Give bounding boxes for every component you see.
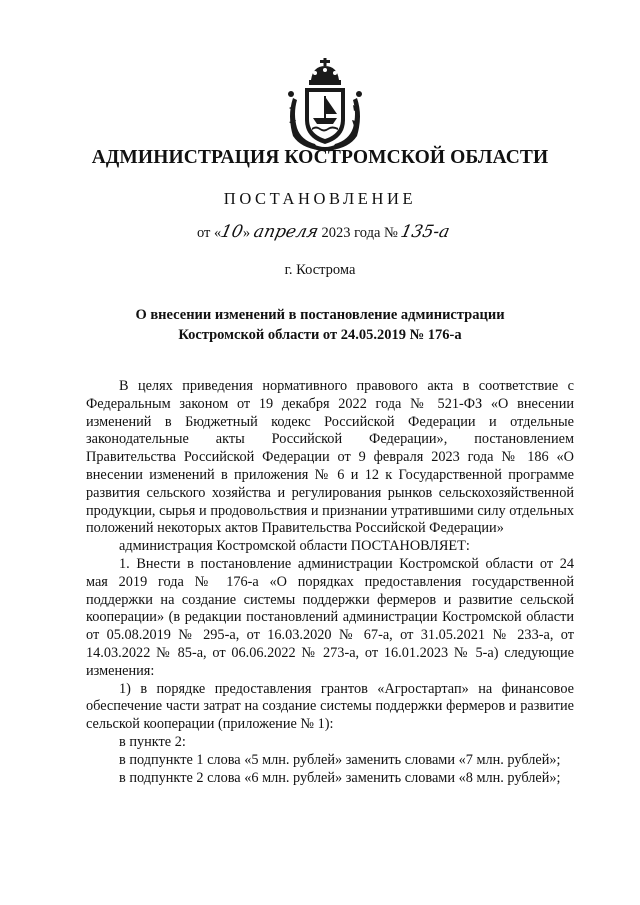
subject-line-2: Костромской области от 24.05.2019 № 176-а xyxy=(178,326,462,343)
document-body xyxy=(86,378,574,787)
coat-of-arms-icon xyxy=(285,58,365,152)
subject-line-1: О внесении изменений в постановление администрации xyxy=(135,307,505,323)
organization-title: АДМИНИСТРАЦИЯ КОСТРОМСКОЙ ОБЛАСТИ xyxy=(91,147,549,168)
city: г. Кострома xyxy=(284,262,356,278)
date-month-handwritten: апреля xyxy=(251,222,321,242)
paragraph-resolves: администрация Костромской области ПОСТАНОВЛЯЕТ: xyxy=(119,538,470,555)
paragraph-preamble: В целях приведения нормативного правового акта в соответствие с Федеральным законом от 19 декабря 2022 года № 521-ФЗ «О внесении изменений в Бюджетный кодекс Российской Федерации и отдельные законодательные акты Российской Федерации», постановлением Правительства Российской Федерации от 9 февраля 2023 года № 186 «О внесении изменений в приложения № 6 и 12 к Государственной программе развития сельского хозяйства и регулирования рынков сельскохозяйственной продукции, сырья и продовольствия и признании утратившими силу отдельных положений некоторых актов Правительства Российской Федерации» xyxy=(86,378,574,537)
paragraph-subitem-1: 1) в порядке предоставления грантов «Агростартап» на финансовое обеспечение части затрат на создание системы поддержки фермеров и развитие сельской кооперации (приложение № 1): xyxy=(86,680,574,733)
date-number-line xyxy=(197,222,450,242)
date-year: 2023 года № xyxy=(321,225,398,241)
date-prefix: от « xyxy=(197,225,222,241)
document-number-handwritten: 135-а xyxy=(399,222,452,242)
document-type: ПОСТАНОВЛЕНИЕ xyxy=(223,189,417,208)
date-mid: » xyxy=(242,225,251,241)
subject-heading xyxy=(0,306,640,345)
paragraph-item-1: 1. Внести в постановление администрации Костромской области от 24 мая 2019 года № 176-а «О порядках предоставления государственной поддержки на создание системы поддержки фермеров и развитие сельской кооперации» (в редакции постановлений администрации Костромской области от 05.08.2019 № 295-а, от 16.03.2020 № 67-а, от 31.05.2021 № 233-а, от 14.03.2022 № 85-а, от 06.06.2022 № 273-а, от 16.01.2023 № 5-а) следующие изменения: xyxy=(86,555,574,679)
paragraph-point-2: в пункте 2: xyxy=(119,733,186,750)
paragraph-subpoint-1: в подпункте 1 слова «5 млн. рублей» заменить словами «7 млн. рублей»; xyxy=(119,751,561,768)
paragraph-subpoint-2: в подпункте 2 слова «6 млн. рублей» заменить словами «8 млн. рублей»; xyxy=(119,769,561,786)
date-day-handwritten: 10 xyxy=(219,222,246,242)
